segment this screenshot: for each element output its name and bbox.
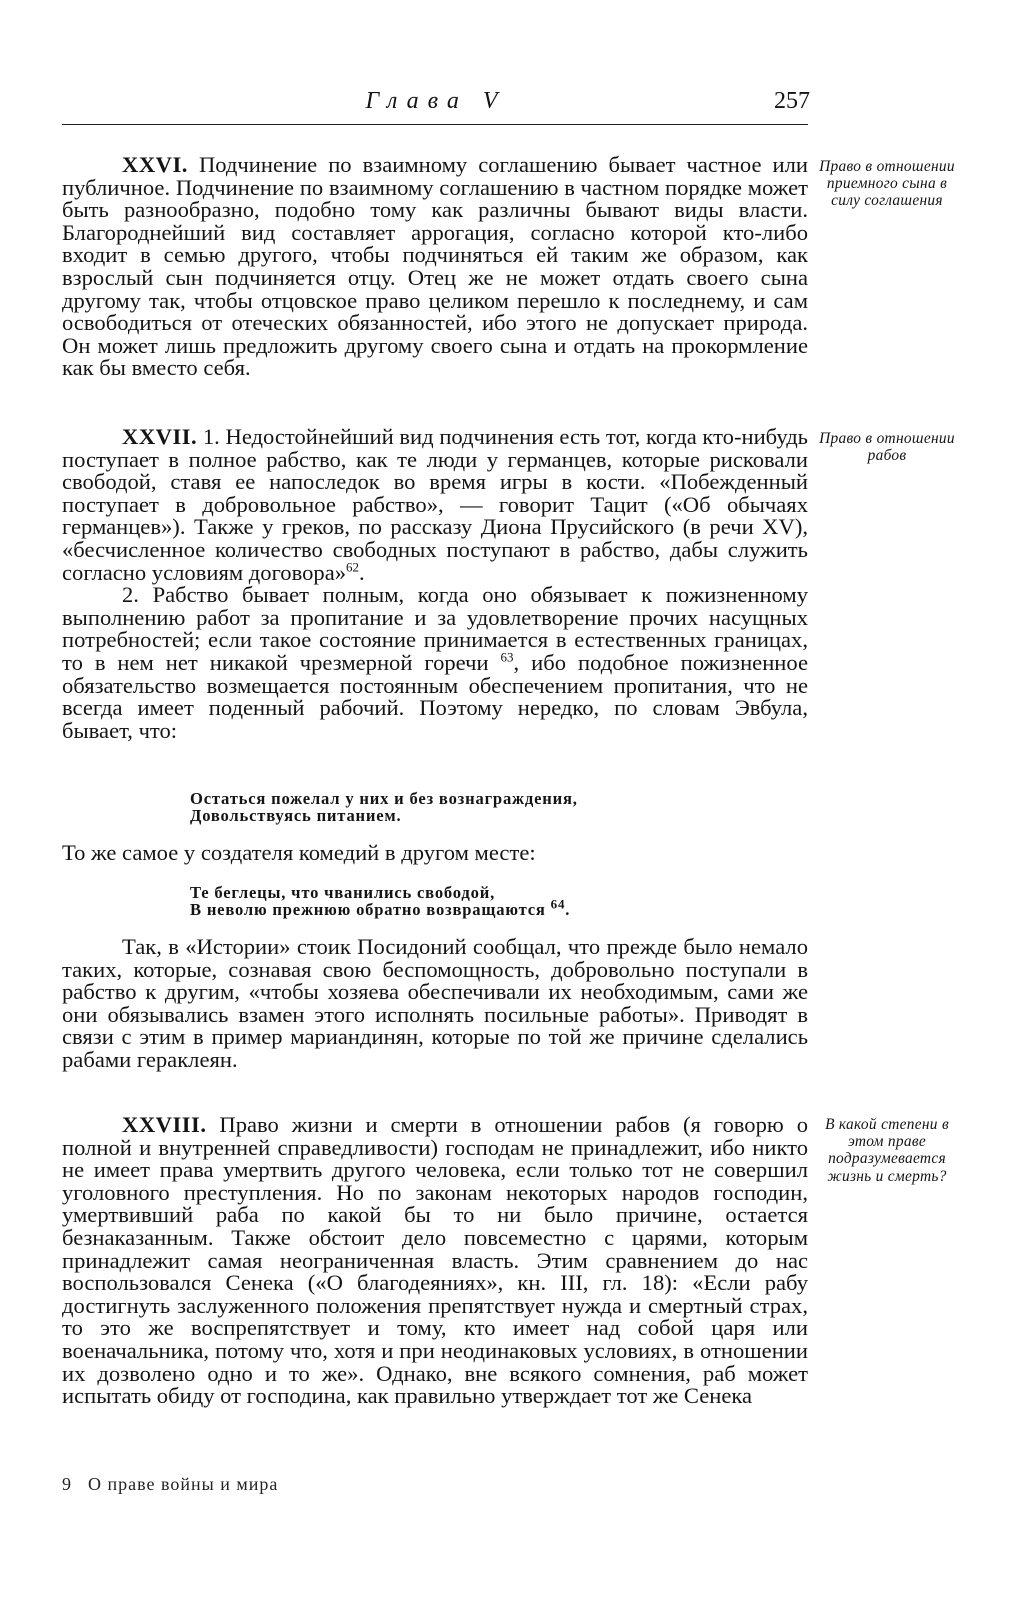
verse-line-text: В неволю прежнюю обратно возвращаются	[190, 900, 546, 919]
section-xxvii-paragraph-2	[62, 584, 808, 742]
section-xxviii-paragraph	[62, 1114, 808, 1408]
section-text: Подчинение по взаимному соглашению бывает частное или публичное. Подчинение по взаимному соглашению в частном порядке может быть разнообразно, подобно тому как различны бывают виды власти. Благороднейший вид составляет аррогация, согласно которой кто-либо входит в семью другого, чтобы подчиняться ей таким же образом, как взрослый сын подчиняется отцу. Отец же не может отдать своего сына другому так, чтобы отцовское право целиком перешло к последнему, и сам освободиться от отеческих обязанностей, ибо этого не допускает природа. Он может лишь предложить другому своего сына и отдать на прокормление как бы вместо себя.	[62, 152, 808, 381]
section-xxvi	[62, 154, 808, 380]
margin-note-adopted-son: Право в отношении приемного сына в силу соглашения	[819, 158, 955, 210]
section-xxviii	[62, 1114, 808, 1408]
verse-end: .	[565, 900, 571, 919]
verse-quote-1	[190, 790, 810, 824]
paragraph-text: 2. Рабство бывает полным, когда оно обязывает к пожизненному выполнению работ за пропитание и за удовлетворение прочих насущных потребностей; если такое состояние принимается в естественных границах, то в нем нет никакой чрезмерной горечи	[62, 582, 808, 675]
running-header	[62, 86, 810, 126]
verse-quote-2	[190, 884, 810, 918]
header-rule	[62, 124, 808, 125]
printer-signature	[62, 1474, 278, 1495]
chapter-title: Глава V	[365, 88, 507, 114]
verse-line: Те беглецы, что чванились свободой,	[190, 883, 496, 902]
section-xxvii-paragraph-3	[62, 936, 808, 1072]
section-text: Право жизни и смерти в отношении рабов (я говорю о полной и внутренней справедливости) господам не принадлежит, ибо никто не имеет права умертвить другого человека, если только тот не совершил уголовного преступления. Но по законам некоторых народов господин, умертвивший раба по какой бы то ни было причине, остается безнаказанным. Также обстоит дело повсеместно с царями, которым принадлежит самая неограниченная власть. Этим сравнением до нас воспользовался Сенека («О благодеяниях», кн. III, гл. 18): «Если рабу достигнуть заслуженного положения препятствует нужда и смертный страх, то это же воспрепятствует и тому, кто имеет над собой царя или военачальника, потому что, хотя и при неодинаковых условиях, в отношении их дозволено одно и то же». Однако, вне всякого сомнения, раб может испытать обиду от господина, как правильно утверждает тот же Сенека	[62, 1112, 808, 1409]
mid-line-text: То же самое у создателя комедий в другом месте:	[62, 840, 536, 865]
section-number: XXVII.	[122, 424, 198, 449]
section-number: XXVIII.	[122, 1112, 207, 1137]
section-xxvii	[62, 426, 808, 742]
margin-note-slaves: Право в отношении рабов	[819, 430, 955, 465]
page-number: 257	[774, 88, 810, 114]
section-xxvi-paragraph	[62, 154, 808, 380]
paragraph-text: 1. Недостойнейший вид подчинения есть тот, когда кто-нибудь поступает в полное рабство, как те люди у германцев, которые рисковали свободой, ставя ее напоследок во время игры в кости. «Побежденный поступает в добровольное рабство», — говорит Тацит («Об обычаях германцев»). Также у греков, по рассказу Диона Прусийского (в речи XV), «бесчисленное количество свободных поступают в рабство, дабы служить согласно условиям договора»	[62, 424, 808, 585]
footnote-ref: 63	[500, 649, 514, 665]
footnote-ref: 62	[346, 559, 360, 575]
mid-line	[62, 842, 808, 865]
paragraph: Так, в «Истории» стоик Посидоний сообщал, что прежде было немало таких, которые, сознавая свою беспомощность, добровольно поступали в рабство к другим, «чтобы хозяева обеспечивали их необходимым, сами же они обязывались взамен этого исполнять посильные работы». Приводят в связи с этим в пример мариандинян, которые по той же причине сделались рабами гераклеян.	[62, 934, 808, 1072]
verse-line: Довольствуясь питанием.	[190, 806, 402, 825]
verse-line	[190, 896, 810, 919]
footnote-ref: 64	[550, 896, 566, 912]
paragraph-end: .	[359, 559, 365, 585]
verse-line: Остаться пожелал у них и без вознаграждения,	[190, 789, 578, 808]
margin-note-life-death: В какой степени в этом праве подразумевается жизнь и смерть?	[825, 1116, 949, 1185]
section-number: XXVI.	[122, 152, 188, 177]
signature-number: 9	[62, 1474, 72, 1494]
paragraph-text-cont: , ибо подобное пожизненное обязательство возмещается постоянным обеспечением пропитания, что не всегда имеет поденный рабочий. Поэтому нередко, по словам Эвбула, бывает, что:	[62, 649, 808, 743]
section-xxvii-paragraph-1	[62, 426, 808, 584]
signature-title: О праве войны и мира	[88, 1474, 279, 1494]
